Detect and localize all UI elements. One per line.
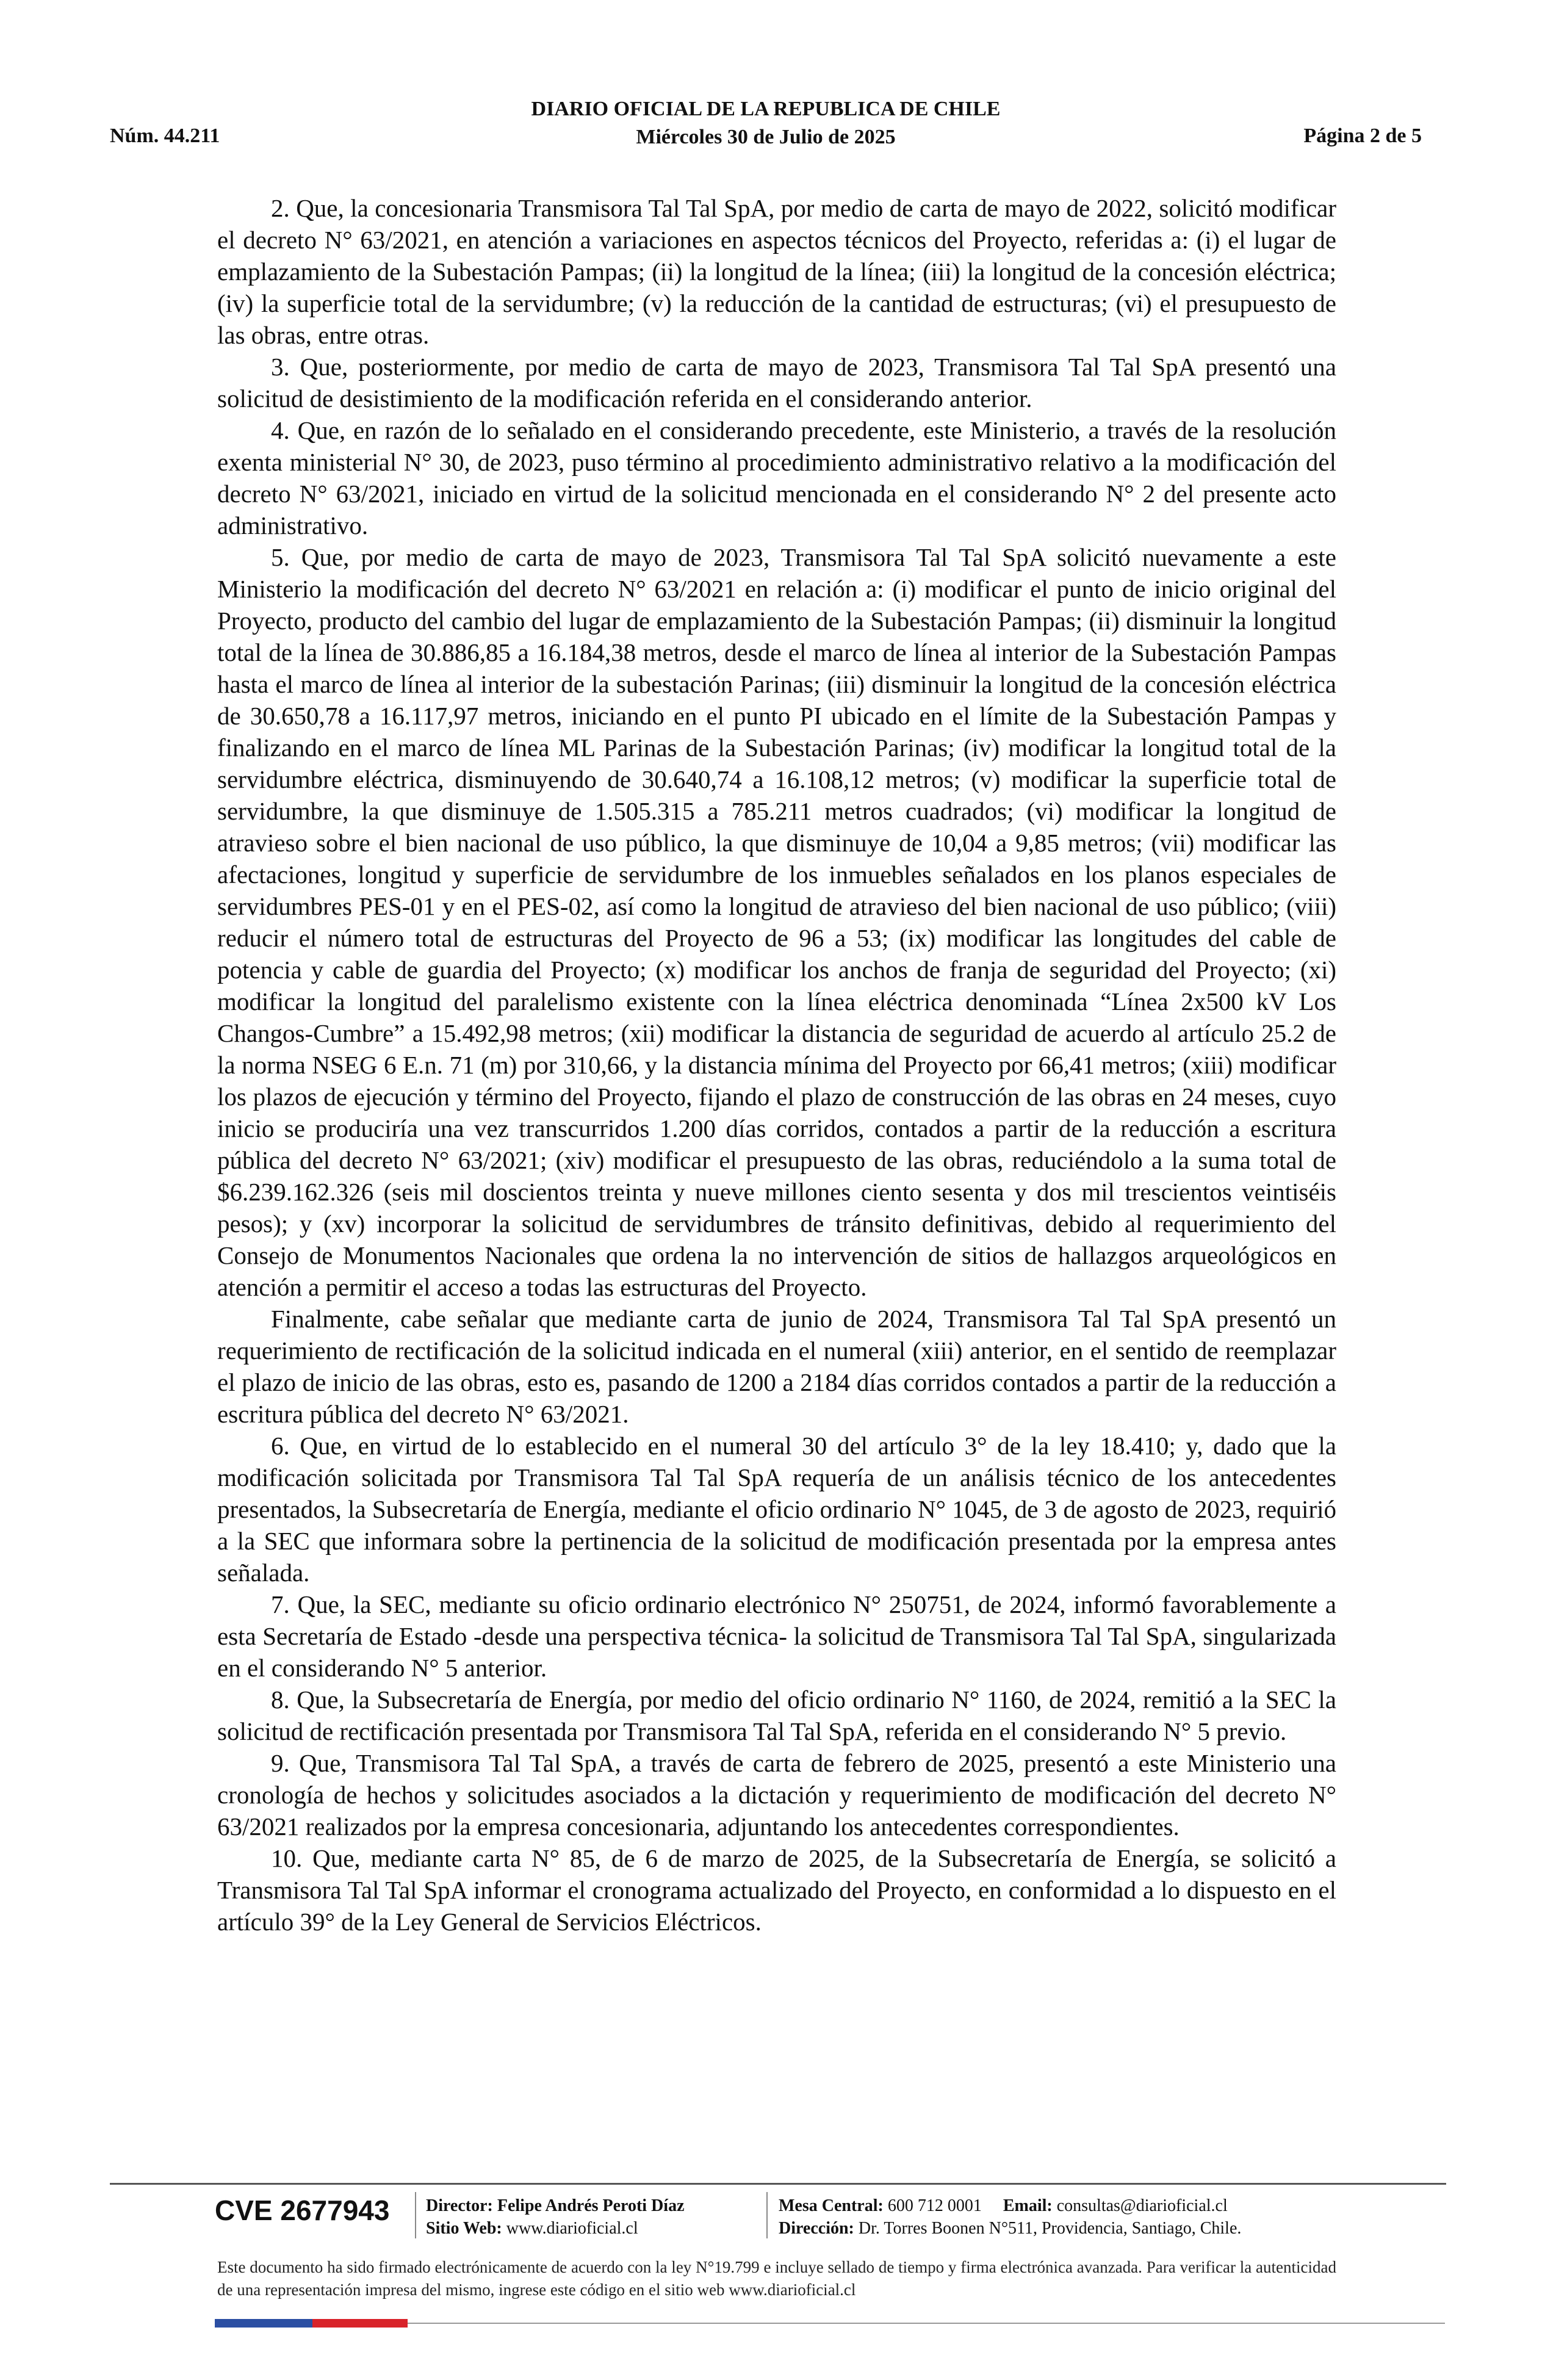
paragraph-considerando-9: 9. Que, Transmisora Tal Tal SpA, a través de carta de febrero de 2025, presentó a este Ministerio una cronología de hechos y solicitudes asociados a la dictación y requerimiento de modificación del decreto N° 63/2021 realizados por la empresa concesionaria, adjuntando los antecedentes correspondientes. — [217, 1749, 1336, 1841]
publication-title: DIARIO OFICIAL DE LA REPUBLICA DE CHILE — [531, 98, 1001, 120]
paragraph-considerando-5: 5. Que, por medio de carta de mayo de 2023, Transmisora Tal Tal SpA solicitó nuevamente a este Ministerio la modificación del decreto N° 63/2021 en relación a: (i) modificar el punto de inicio original del Proyecto, producto del cambio del lugar de emplazamiento de la Subestación Pampas; (ii) disminuir la longitud total de la línea de 30.886,85 a 16.184,38 metros, desde el marco de línea al interior de la Subestación Pampas hasta el marco de línea al interior de la subestación Parinas; (iii) disminuir la longitud de la concesión eléctrica de 30.650,78 a 16.117,97 metros, iniciando en el punto PI ubicado en el límite de la Subestación Pampas y finalizando en el marco de línea ML Parinas de la Subestación Parinas; (iv) modificar la longitud total de la servidumbre eléctrica, disminuyendo de 30.640,74 a 16.108,12 metros; (v) modificar la superficie total de servidumbre, la que disminuye de 1.505.315 a 785.211 metros cuadrados; (vi) modificar la longitud de atravieso sobre el bien nacional de uso público, la que disminuye de 10,04 a 9,85 metros; (vii) modificar las afectaciones, longitud y superficie de servidumbre de los inmuebles señalados en los planos especiales de servidumbres PES-01 y en el PES-02, así como la longitud de atravieso del bien nacional de uso público; (viii) reducir el número total de estructuras del Proyecto de 96 a 53; (ix) modificar las longitudes del cable de potencia y cable de guardia del Proyecto; (x) modificar los anchos de franja de seguridad del Proyecto; (xi) modificar la longitud del paralelismo existente con la línea eléctrica denominada “Línea 2x500 kV Los Changos-Cumbre” a 15.492,98 metros; (xii) modificar la distancia de seguridad de acuerdo al artículo 25.2 de la norma NSEG 6 E.n. 71 (m) por 310,66, y la distancia mínima del Proyecto por 66,41 metros; (xiii) modificar los plazos de ejecución y término del Proyecto, fijando el plazo de construcción de las obras en 24 meses, cuyo inicio se produciría una vez transcurridos 1.200 días corridos, contados a partir de la reducción a escritura pública del decreto N° 63/2021; (xiv) modificar el presupuesto de las obras, reduciéndolo a la suma total de $6.239.162.326 (seis mil doscientos treinta y nueve millones ciento sesenta y dos mil trescientos veintiséis pesos); y (xv) incorporar la solicitud de servidumbres de tránsito definitivas, debido al requerimiento del Consejo de Monumentos Nacionales que ordena la no intervención de sitios de hallazgos arqueológicos en atención a permitir el acceso a todas las estructuras del Proyecto. — [217, 543, 1336, 1301]
website-line — [426, 2217, 638, 2240]
phone-label: Mesa Central: — [779, 2196, 884, 2215]
contact-line — [779, 2194, 1228, 2217]
publication-date: Miércoles 30 de Julio de 2025 — [636, 126, 896, 148]
address-line — [779, 2217, 1241, 2240]
phone-value: 600 712 0001 — [887, 2196, 982, 2215]
paragraph-considerando-4: 4. Que, en razón de lo señalado en el considerando precedente, este Ministerio, a través de la resolución exenta ministerial N° 30, de 2023, puso término al procedimiento administrativo relativo a la modificación del decreto N° 63/2021, iniciado en virtud de la solicitud mencionada en el considerando N° 2 del presente acto administrativo. — [217, 416, 1336, 539]
director-name: Felipe Andrés Peroti Díaz — [497, 2196, 685, 2215]
footer-separator — [415, 2192, 416, 2238]
electronic-signature-notice: Este documento ha sido firmado electrónicamente de acuerdo con la ley N°19.799 e incluye sellado de tiempo y firma electrónica avanzada. Para verificar la autenticidad de una representación impresa del mismo, ingrese este código en el sitio web www.diarioficial.cl — [217, 2258, 1336, 2299]
address-value: Dr. Torres Boonen N°511, Providencia, Santiago, Chile. — [858, 2219, 1242, 2238]
director-label: Director: — [426, 2196, 493, 2215]
paragraph-considerando-6: 6. Que, en virtud de lo establecido en el numeral 30 del artículo 3° de la ley 18.410; y, dado que la modificación solicitada por Transmisora Tal Tal SpA requería de un análisis técnico de los antecedentes presentados, la Subsecretaría de Energía, mediante el oficio ordinario N° 1045, de 3 de agosto de 2023, requirió a la SEC que informara sobre la pertinencia de la solicitud de modificación presentada por la empresa antes señalada. — [217, 1432, 1336, 1587]
flag-stripe-red — [312, 2319, 408, 2328]
footer-divider — [110, 2183, 1446, 2185]
email-label: Email: — [1003, 2196, 1053, 2215]
page-number: Página 2 de 5 — [1303, 124, 1422, 147]
email-link[interactable]: consultas@diarioficial.cl — [1056, 2196, 1228, 2215]
director-line — [426, 2194, 685, 2217]
paragraph-considerando-7: 7. Que, la SEC, mediante su oficio ordinario electrónico N° 250751, de 2024, informó favorablemente a esta Secretaría de Estado -desde una perspectiva técnica- la solicitud de Transmisora Tal Tal SpA, singularizada en el considerando N° 5 anterior. — [217, 1590, 1336, 1682]
cve-code: CVE 2677943 — [215, 2194, 390, 2226]
paragraph-considerando-10: 10. Que, mediante carta N° 85, de 6 de marzo de 2025, de la Subsecretaría de Energía, se solicitó a Transmisora Tal Tal SpA informar el cronograma actualizado del Proyecto, en conformidad a lo dispuesto en el artículo 39° de la Ley General de Servicios Eléctricos. — [217, 1844, 1336, 1936]
footer-separator — [766, 2192, 768, 2238]
website-link[interactable]: www.diarioficial.cl — [506, 2219, 638, 2238]
paragraph-considerando-8: 8. Que, la Subsecretaría de Energía, por medio del oficio ordinario N° 1160, de 2024, remitió a la SEC la solicitud de rectificación presentada por Transmisora Tal Tal SpA, referida en el considerando N° 5 previo. — [217, 1686, 1336, 1745]
issue-number: Núm. 44.211 — [110, 124, 220, 147]
paragraph-finalmente: Finalmente, cabe señalar que mediante carta de junio de 2024, Transmisora Tal Tal SpA presentó un requerimiento de rectificación de la solicitud indicada en el numeral (xiii) anterior, en el sentido de reemplazar el plazo de inicio de las obras, esto es, pasando de 1200 a 2184 días corridos contados a partir de la reducción a escritura pública del decreto N° 63/2021. — [217, 1305, 1336, 1428]
address-label: Dirección: — [779, 2219, 854, 2238]
footer-bottom-line — [408, 2323, 1445, 2324]
flag-stripe-blue — [215, 2319, 312, 2328]
paragraph-considerando-2: 2. Que, la concesionaria Transmisora Tal Tal SpA, por medio de carta de mayo de 2022, solicitó modificar el decreto N° 63/2021, en atención a variaciones en aspectos técnicos del Proyecto, referidas a: (i) el lugar de emplazamiento de la Subestación Pampas; (ii) la longitud de la línea; (iii) la longitud de la concesión eléctrica; (iv) la superficie total de la servidumbre; (v) la reducción de la cantidad de estructuras; (vi) el presupuesto de las obras, entre otras. — [217, 194, 1336, 349]
page-header — [110, 92, 1422, 153]
paragraph-considerando-3: 3. Que, posteriormente, por medio de carta de mayo de 2023, Transmisora Tal Tal SpA presentó una solicitud de desistimiento de la modificación referida en el considerando anterior. — [217, 353, 1336, 413]
website-label: Sitio Web: — [426, 2219, 502, 2238]
document-body — [217, 192, 1336, 1938]
masthead — [110, 95, 1422, 151]
